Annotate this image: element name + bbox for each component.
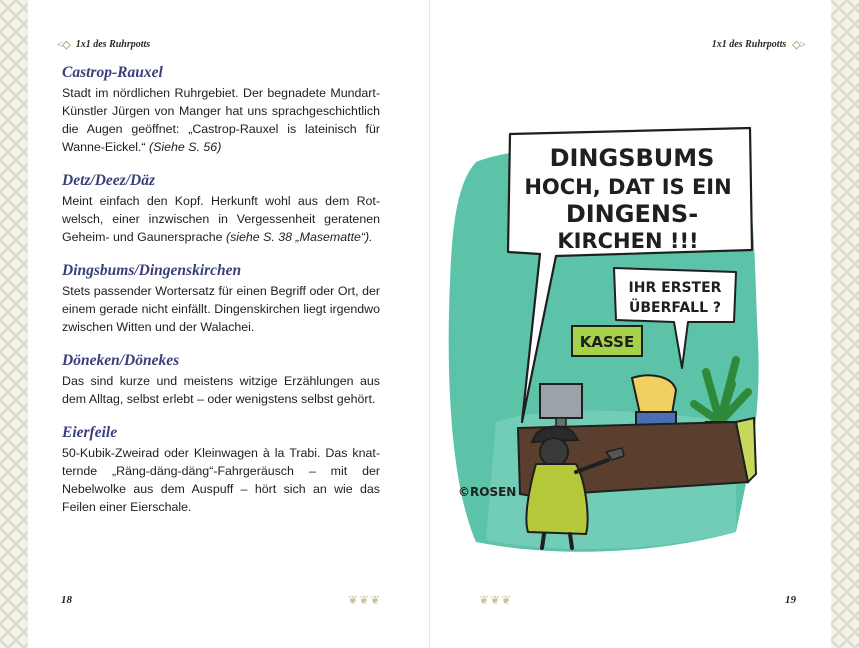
glossary-entry	[62, 62, 380, 156]
entry-reference: (Siehe S. 56)	[149, 140, 222, 154]
entry-definition: 50-Kubik-Zweirad oder Kleinwagen à la Trabi. Das knatternde „Räng-däng-däng“-Fahrgeräusch – mit der Nebelwolke aus dem Auspuff – hört sich an wie das Feilen einer Eierschale.	[62, 446, 380, 514]
entry-term: Detz/Deez/Däz	[62, 172, 155, 189]
entry-definition: Stets passender Wortersatz für einen Begriff oder Ort, der einem gerade nicht einfällt. Dingenskirchen liegt irgendwo zwischen Witten und der Walachei.	[62, 284, 380, 334]
entry-term: Döneken/Dönekes	[62, 352, 180, 369]
entry-reference: (siehe S. 38 „Masematte“).	[225, 230, 373, 244]
page-number-right: 19	[785, 594, 796, 606]
bubble-line-1: DINGSBUMS	[549, 144, 715, 172]
small-bubble-line-2: ÜBERFALL ?	[628, 300, 722, 316]
entry-definition: Stadt im nördlichen Ruhrgebiet. Der begnadete Mundart-Künstler Jürgen von Manger hat uns sprachgeschichtlich die Augen geöffnet: „Castrop-Rauxel is lateinisch für Wanne-Eickel.“ (Siehe S. 56)	[62, 86, 380, 154]
entry-definition: Meint einfach den Kopf. Herkunft wohl aus dem Rotwelsch, einer inzwischen in Vergessenheit geratenen Geheim- und Gaunersprache (siehe S. 38 „Masematte“).	[62, 194, 380, 244]
bubble-line-2: HOCH, DAT IS EIN	[524, 175, 732, 199]
artist-signature: ©ROSEN	[458, 485, 517, 499]
cartoon-svg	[436, 122, 766, 562]
cashier-head	[632, 375, 676, 414]
ornament-icon: ◇>	[792, 39, 805, 51]
decorative-border-right	[831, 0, 859, 648]
robber-head	[540, 438, 568, 466]
ornament-icon: <◇	[57, 39, 70, 51]
bubble-line-4: KIRCHEN !!!	[557, 229, 699, 253]
entry-term: Dingsbums/Dingenskirchen	[62, 262, 242, 279]
small-bubble-line-1: IHR ERSTER	[628, 280, 722, 296]
entry-term: Castrop-Rauxel	[62, 64, 163, 81]
decorative-border-left	[0, 0, 28, 648]
glossary-entry	[62, 422, 380, 516]
footer-ornament-icon: ❦❦❦	[348, 593, 382, 607]
running-head-right-text: 1x1 des Ruhrpotts	[711, 39, 787, 50]
running-head-left-text: 1x1 des Ruhrpotts	[75, 39, 151, 50]
kasse-sign-label: KASSE	[579, 333, 635, 351]
footer-ornament-icon: ❦❦❦	[479, 593, 513, 607]
book-gutter	[429, 0, 430, 648]
glossary-entry	[62, 260, 380, 336]
glossary-column	[62, 62, 380, 530]
glossary-entry	[62, 350, 380, 408]
running-head-right	[712, 38, 805, 51]
page-number-left: 18	[61, 594, 72, 606]
running-head-left	[57, 38, 150, 51]
entry-definition: Das sind kurze und meistens witzige Erzählungen aus dem Alltag, selbst erlebt – oder wenigstens selbst gehört.	[62, 374, 380, 406]
glossary-entry	[62, 170, 380, 246]
monitor	[540, 384, 582, 418]
cartoon-illustration	[436, 122, 766, 562]
entry-term: Eierfeile	[62, 424, 118, 441]
bubble-line-3: DINGENS-	[565, 200, 699, 228]
robber-coat	[526, 464, 587, 534]
